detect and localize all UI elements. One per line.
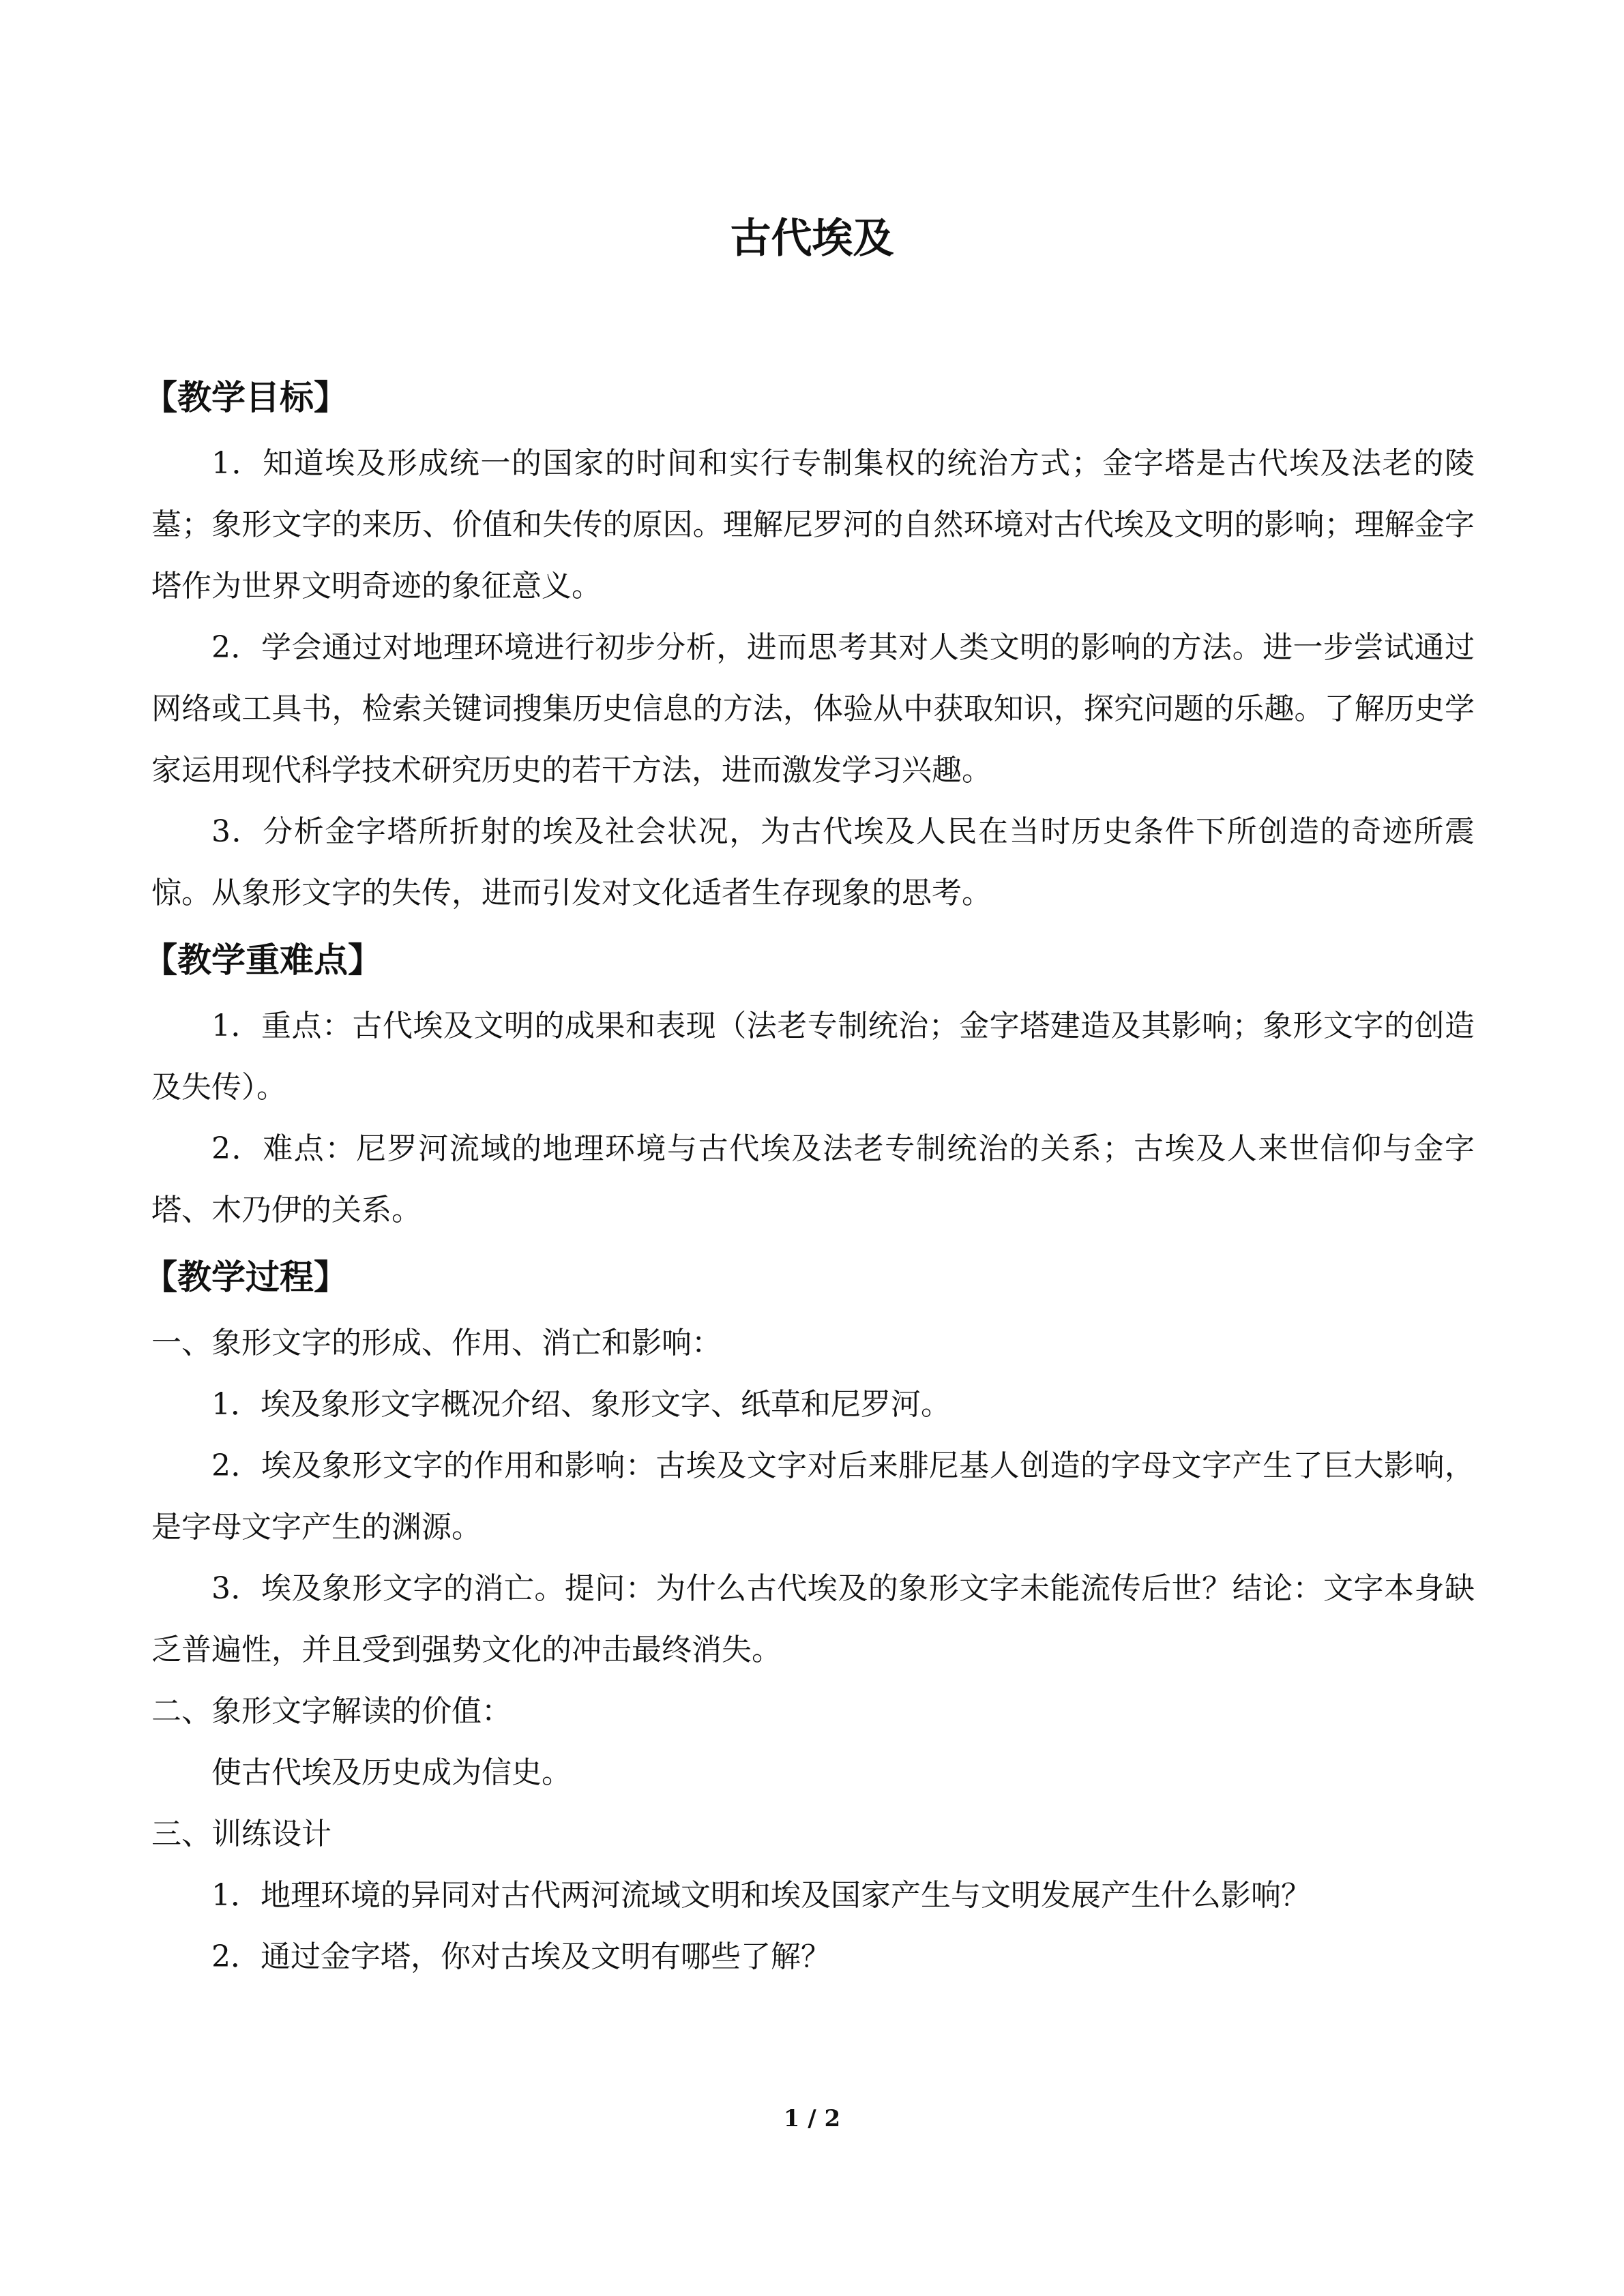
process-part1-item-3: 3．埃及象形文字的消亡。提问：为什么古代埃及的象形文字未能流传后世？结论：文字本身缺乏普遍性，并且受到强势文化的冲击最终消失。 [151, 1571, 1475, 1667]
objective-item-1: 1．知道埃及形成统一的国家的时间和实行专制集权的统治方式；金字塔是古代埃及法老的陵墓；象形文字的来历、价值和失传的原因。理解尼罗河的自然环境对古代埃及文明的影响；理解金字塔作为世界文明奇迹的象征意义。 [151, 446, 1475, 603]
process-part1-title: 一、象形文字的形成、作用、消亡和影响： [151, 1326, 722, 1360]
document-title: 古代埃及 [730, 215, 894, 263]
key-point-item-1: 1．重点：古代埃及文明的成果和表现（法老专制统治；金字塔建造及其影响；象形文字的创造及失传）。 [151, 1009, 1475, 1105]
process-part1-item-2: 2．埃及象形文字的作用和影响：古埃及文字对后来腓尼基人创造的字母文字产生了巨大影响，是字母文字产生的渊源。 [151, 1448, 1475, 1545]
process-part2-item-1: 使古代埃及历史成为信史。 [211, 1755, 572, 1790]
page-number: 1 / 2 [783, 2105, 841, 2132]
process-part3-item-2: 2．通过金字塔，你对古埃及文明有哪些了解？ [211, 1939, 831, 1974]
section-heading-key-points: 【教学重难点】 [143, 939, 382, 980]
objective-item-3: 3．分析金字塔所折射的埃及社会状况，为古代埃及人民在当时历史条件下所创造的奇迹所震惊。从象形文字的失传，进而引发对文化适者生存现象的思考。 [151, 814, 1475, 910]
section-heading-process: 【教学过程】 [143, 1256, 348, 1297]
objective-item-2: 2．学会通过对地理环境进行初步分析，进而思考其对人类文明的影响的方法。进一步尝试通过网络或工具书，检索关键词搜集历史信息的方法，体验从中获取知识，探究问题的乐趣。了解历史学家运用现代科学技术研究历史的若干方法，进而激发学习兴趣。 [151, 630, 1475, 788]
section-heading-objectives: 【教学目标】 [143, 376, 348, 417]
process-part1-item-1: 1．埃及象形文字概况介绍、象形文字、纸草和尼罗河。 [211, 1387, 951, 1422]
process-part3-item-1: 1．地理环境的异同对古代两河流域文明和埃及国家产生与文明发展产生什么影响？ [211, 1878, 1311, 1913]
process-part2-title: 二、象形文字解读的价值： [151, 1694, 512, 1729]
document-body [143, 355, 1475, 1988]
key-point-item-2: 2．难点：尼罗河流域的地理环境与古代埃及法老专制统治的关系；古埃及人来世信仰与金字塔、木乃伊的关系。 [151, 1131, 1475, 1227]
process-part3-title: 三、训练设计 [151, 1817, 331, 1851]
